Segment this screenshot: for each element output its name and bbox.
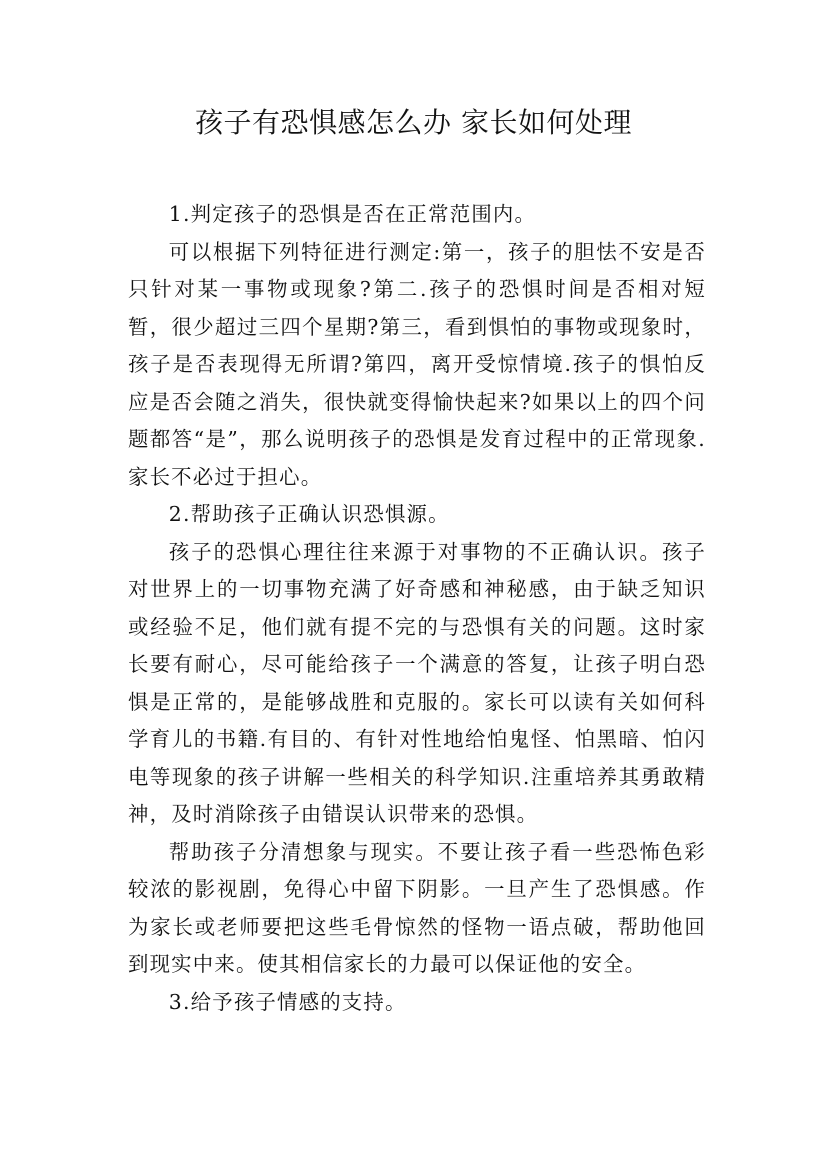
section-heading-1: 1.判定孩子的恐惧是否在正常范围内。 xyxy=(168,202,537,226)
document-body xyxy=(128,196,706,1021)
paragraph-criteria: 可以根据下列特征进行测定:第一，孩子的胆怯不安是否只针对某一事物或现象?第二.孩子的恐惧时间是否相对短暂，很少超过三四个星期?第三，看到惧怕的事物或现象时，孩子是否表现得无所谓?第四，离开受惊情境.孩子的惧怕反应是否会随之消失，很快就变得愉快起来?如果以上的四个问题都答“是”，那么说明孩子的恐惧是发育过程中的正常现象.家长不必过于担心。 xyxy=(128,239,706,489)
paragraph-fear-source: 孩子的恐惧心理往往来源于对事物的不正确认识。孩子对世界上的一切事物充满了好奇感和神秘感，由于缺乏知识或经验不足，他们就有提不完的与恐惧有关的问题。这时家长要有耐心，尽可能给孩子一个满意的答复，让孩子明白恐惧是正常的，是能够战胜和克服的。家长可以读有关如何科学育儿的书籍.有目的、有针对性地给怕鬼怪、怕黑暗、怕闪电等现象的孩子讲解一些相关的科学知识.注重培养其勇敢精神，及时消除孩子由错误认识带来的恐惧。 xyxy=(128,539,706,826)
section-heading-2: 2.帮助孩子正确认识恐惧源。 xyxy=(168,502,450,526)
document-title: 孩子有恐惧感怎么办 家长如何处理 xyxy=(195,106,632,139)
section-heading-3: 3.给予孩子情感的支持。 xyxy=(168,989,407,1014)
paragraph-imagination-reality: 帮助孩子分清想象与现实。不要让孩子看一些恐怖色彩较浓的影视剧，免得心中留下阴影。一旦产生了恐惧感。作为家长或老师要把这些毛骨惊然的怪物一语点破，帮助他回到现实中来。使其相信家长的力最可以保证他的安全。 xyxy=(128,839,706,976)
